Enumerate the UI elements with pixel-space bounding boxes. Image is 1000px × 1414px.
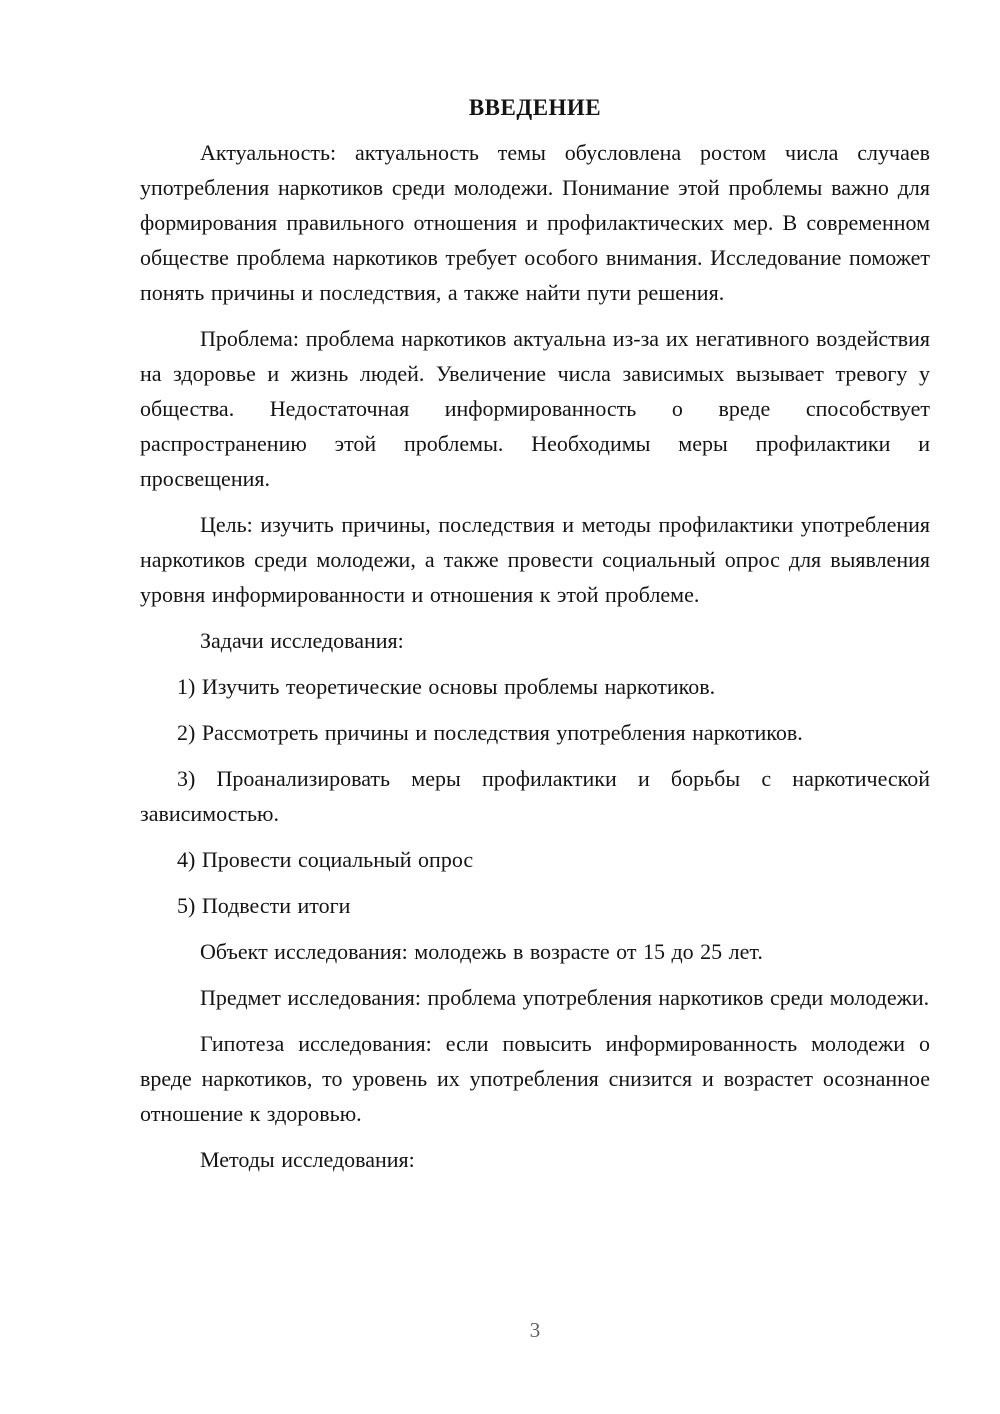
paragraph-aktualnost: Актуальность: актуальность темы обусловлена ростом числа случаев употребления наркотиков среди молодежи. Понимание этой проблемы важно для формирования правильного отношения и профилактических мер. В современном обществе проблема наркотиков требует особого внимания. Исследование поможет понять причины и последствия, а также найти пути решения. [140, 140, 930, 305]
section-title: ВВЕДЕНИЕ [468, 95, 602, 120]
paragraph-predmet: Предмет исследования: проблема употребления наркотиков среди молодежи. [200, 985, 930, 1010]
list-item-3: 3) Проанализировать меры профилактики и борьбы с наркотической зависимостью. [140, 766, 930, 826]
list-item-5: 5) Подвести итоги [177, 893, 351, 918]
list-item-2: 2) Рассмотреть причины и последствия употребления наркотиков. [177, 720, 803, 745]
paragraph-gipoteza: Гипотеза исследования: если повысить информированность молодежи о вреде наркотиков, то уровень их употребления снизится и возрастет осознанное отношение к здоровью. [140, 1031, 930, 1126]
paragraph-obekt: Объект исследования: молодежь в возрасте от 15 до 25 лет. [200, 939, 763, 964]
list-item-4: 4) Провести социальный опрос [177, 847, 474, 872]
paragraph-metody-heading: Методы исследования: [200, 1147, 415, 1172]
page-number: 3 [529, 1318, 541, 1342]
paragraph-problema: Проблема: проблема наркотиков актуальна из-за их негативного воздействия на здоровье и жизнь людей. Увеличение числа зависимых вызывает тревогу у общества. Недостаточная информированность о вреде способствует распространению этой проблемы. Необходимы меры профилактики и просвещения. [140, 326, 930, 491]
paragraph-zadachi-heading: Задачи исследования: [200, 628, 404, 653]
list-item-1: 1) Изучить теоретические основы проблемы наркотиков. [177, 674, 716, 699]
paragraph-tsel: Цель: изучить причины, последствия и методы профилактики употребления наркотиков среди молодежи, а также провести социальный опрос для выявления уровня информированности и отношения к этой проблеме. [140, 512, 930, 607]
